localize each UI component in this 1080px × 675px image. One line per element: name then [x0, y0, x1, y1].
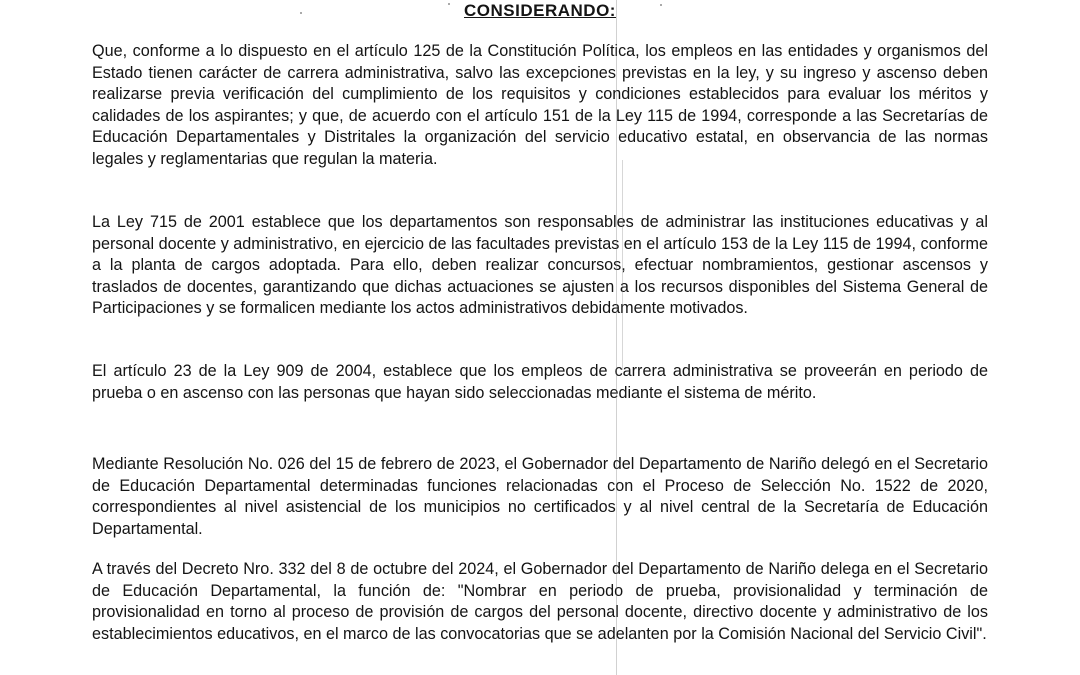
scan-speck [300, 12, 302, 14]
section-heading: CONSIDERANDO: [464, 1, 616, 20]
paragraph-resolucion-026: Mediante Resolución No. 026 del 15 de febrero de 2023, el Gobernador del Departamento de Nariño delegó en el Secretario de Educación Departamental determinadas funciones relacionadas con el Proceso de Selección No. 1522 de 2020, correspondientes al nivel asistencial de los municipios no certificados y al nivel central de la Secretaría de Educación Departamental. [92, 455, 988, 538]
paragraph-ley-715: La Ley 715 de 2001 establece que los departamentos son responsables de administrar las instituciones educativas y al personal docente y administrativo, en ejercicio de las facultades previstas en el artículo 153 de la Ley 115 de 1994, conforme a la planta de cargos adoptada. Para ello, deben realizar concursos, efectuar nombramientos, gestionar ascensos y traslados de docentes, garantizando que dichas actuaciones se ajusten a los recursos disponibles del Sistema General de Participaciones y se formalicen mediante los actos administrativos debidamente motivados. [92, 213, 988, 317]
paragraph-decreto-332: A través del Decreto Nro. 332 del 8 de octubre del 2024, el Gobernador del Departamento de Nariño delega en el Secretario de Educación Departamental, la función de: "Nombrar en periodo de prueba, provisionalidad y terminación de provisionalidad en torno al proceso de provisión de cargos del personal docente, directivo docente y administrativo de los establecimientos educativos, en el marco de las convocatorias que se adelanten por la Comisión Nacional del Servicio Civil". [92, 560, 988, 643]
scan-speck [660, 4, 662, 6]
scan-fold-line [616, 0, 617, 675]
scan-speck [448, 3, 450, 5]
paragraph-ley-909: El artículo 23 de la Ley 909 de 2004, establece que los empleos de carrera administrativa se proveerán en periodo de prueba o en ascenso con las personas que hayan sido seleccionadas mediante el sistema de mérito. [92, 362, 988, 402]
scan-fold-line [622, 160, 623, 370]
paragraph-constitution: Que, conforme a lo dispuesto en el artículo 125 de la Constitución Política, los empleos en las entidades y organismos del Estado tienen carácter de carrera administrativa, salvo las excepciones previstas en la ley, y su ingreso y ascenso deben realizarse previa verificación del cumplimiento de los requisitos y condiciones establecidos para evaluar los méritos y calidades de los aspirantes; y que, de acuerdo con el artículo 151 de la Ley 115 de 1994, corresponde a las Secretarías de Educación Departamentales y Distritales la organización del servicio educativo estatal, en observancia de las normas legales y reglamentarias que regulan la materia. [92, 42, 988, 168]
